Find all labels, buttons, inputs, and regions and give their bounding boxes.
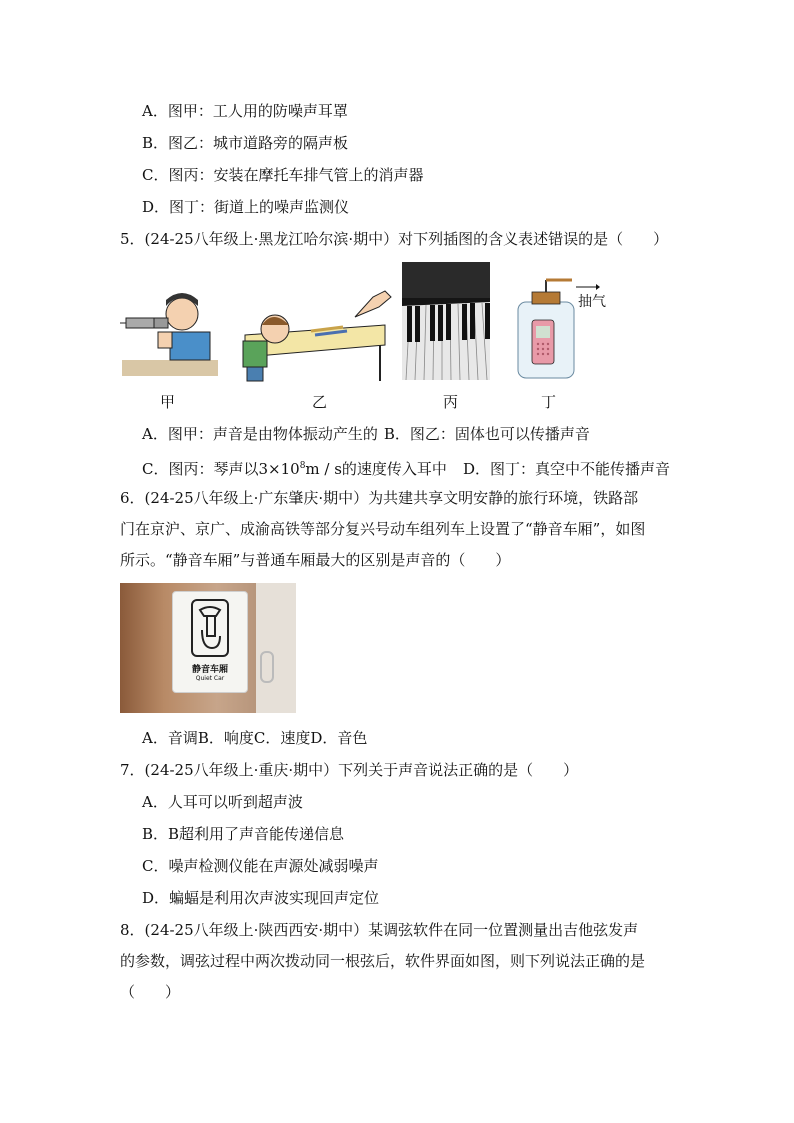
q5-option-c-exponent: 8 bbox=[299, 461, 306, 471]
q5-option-c-prefix: C．图丙：琴声以3×10 bbox=[142, 460, 300, 478]
quiet-car-photo bbox=[120, 583, 296, 713]
q4-option-c: C．图丙：安装在摩托车排气管上的消声器 bbox=[142, 166, 424, 184]
quiet-car-sign bbox=[172, 591, 248, 693]
q5-option-d: D．图丁：真空中不能传播声音 bbox=[462, 460, 670, 478]
q7-option-d: D．蝙蝠是利用次声波实现回声定位 bbox=[142, 889, 380, 907]
q6-stem-line-2: 门在京沪、京广、成渝高铁等部分复兴号动车组列车上设置了“静音车厢”，如图 bbox=[120, 520, 646, 538]
q5-options-row2 bbox=[142, 456, 670, 479]
caption-bing: 丙 bbox=[443, 393, 459, 411]
hush-finger-icon bbox=[190, 598, 230, 658]
q4-option-a: A．图甲：工人用的防噪声耳罩 bbox=[142, 102, 348, 120]
q7-option-a: A．人耳可以听到超声波 bbox=[142, 793, 303, 811]
figure-ding-bell-jar bbox=[512, 276, 580, 380]
q8-stem-line-1: 8．(24-25八年级上·陕西西安·期中）某调弦软件在同一位置测量出吉他弦发声 bbox=[120, 921, 639, 939]
q5-options-row1 bbox=[142, 424, 590, 444]
q6-option-a: A．音调 bbox=[142, 729, 198, 747]
q6-option-b: B．响度 bbox=[197, 729, 254, 747]
pump-label: 抽气 bbox=[578, 294, 606, 310]
q6-option-d: D．音色 bbox=[310, 729, 368, 747]
q4-option-b: B．图乙：城市道路旁的隔声板 bbox=[142, 134, 349, 152]
figure-yi-illustration bbox=[235, 285, 395, 383]
sign-text-en: Quiet Car bbox=[195, 675, 225, 682]
q5-stem: 5．(24-25八年级上·黑龙江哈尔滨·期中）对下列插图的含义表述错误的是（ ） bbox=[120, 230, 669, 248]
q5-option-b: B．图乙：固体也可以传播声音 bbox=[383, 425, 590, 443]
q7-option-c: C．噪声检测仪能在声源处减弱噪声 bbox=[142, 857, 379, 875]
q6-options-row bbox=[142, 728, 367, 748]
caption-jia: 甲 bbox=[160, 393, 176, 411]
q4-option-d: D．图丁：街道上的噪声监测仪 bbox=[142, 198, 350, 216]
caption-ding: 丁 bbox=[541, 393, 557, 411]
door-frame bbox=[256, 583, 296, 713]
q7-stem: 7．(24-25八年级上·重庆·期中）下列关于声音说法正确的是（ ） bbox=[120, 761, 579, 779]
q6-stem-line-3: 所示。“静音车厢”与普通车厢最大的区别是声音的（ ） bbox=[120, 551, 511, 569]
q5-option-c-suffix: m / s的速度传入耳中 bbox=[305, 460, 447, 478]
q6-option-c: C．速度 bbox=[253, 729, 311, 747]
q8-stem-line-3: （ ） bbox=[120, 983, 181, 1001]
figure-bing-piano-photo bbox=[402, 262, 490, 380]
caption-yi: 乙 bbox=[312, 393, 328, 411]
sign-text-cn: 静音车厢 bbox=[191, 665, 228, 675]
q7-option-b: B．B超利用了声音能传递信息 bbox=[142, 825, 345, 843]
figure-jia-illustration bbox=[120, 280, 220, 380]
q6-stem-line-1: 6．(24-25八年级上·广东肇庆·期中）为共建共享文明安静的旅行环境，铁路部 bbox=[120, 489, 639, 507]
q5-option-a: A．图甲：声音是由物体振动产生的 bbox=[142, 425, 378, 443]
door-handle bbox=[260, 651, 274, 683]
pump-arrow-icon bbox=[576, 283, 600, 291]
q8-stem-line-2: 的参数，调弦过程中两次拨动同一根弦后，软件界面如图，则下列说法正确的是 bbox=[120, 952, 646, 970]
